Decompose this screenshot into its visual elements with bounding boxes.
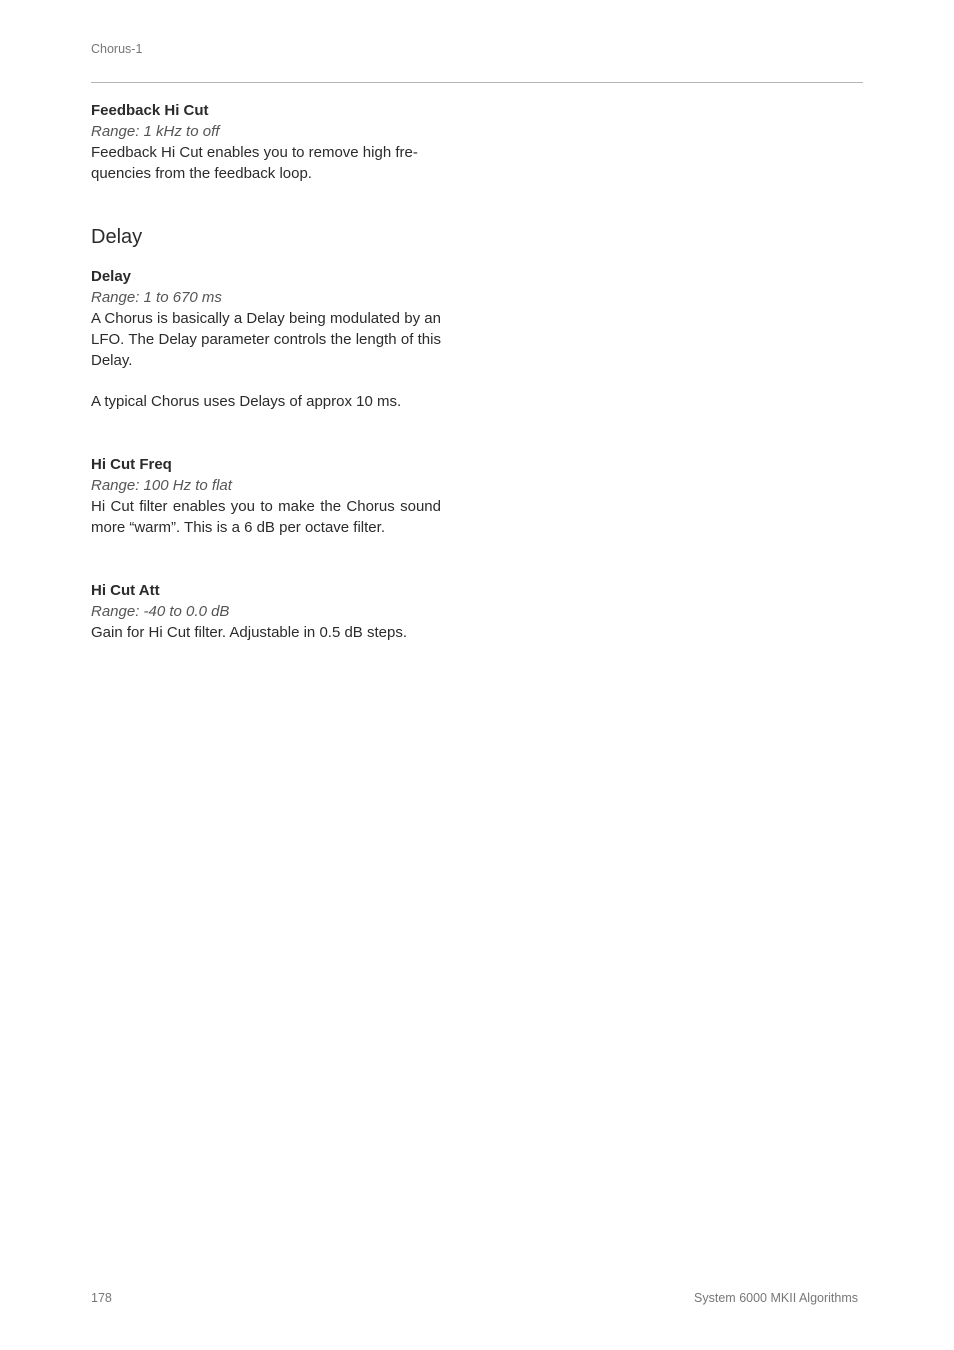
param-description: Hi Cut filter enables you to make the Chorus sound more “warm”. This is a 6 dB per octave filter. bbox=[91, 498, 441, 536]
param-hi-cut-att bbox=[91, 580, 441, 643]
param-range: Range: 1 to 670 ms bbox=[91, 289, 222, 306]
param-description: Gain for Hi Cut filter. Adjustable in 0.5 dB steps. bbox=[91, 624, 407, 641]
param-description-note: A typical Chorus uses Delays of approx 10 ms. bbox=[91, 393, 402, 410]
param-range: Range: -40 to 0.0 dB bbox=[91, 603, 230, 620]
page-number: 178 bbox=[91, 1291, 112, 1305]
param-name: Feedback Hi Cut bbox=[91, 102, 209, 119]
param-name: Hi Cut Att bbox=[91, 582, 160, 599]
param-hi-cut-freq bbox=[91, 454, 441, 538]
param-delay bbox=[91, 266, 441, 412]
running-header: Chorus-1 bbox=[91, 42, 143, 56]
param-feedback-hi-cut bbox=[91, 100, 441, 184]
param-range: Range: 1 kHz to off bbox=[91, 123, 220, 140]
section-title-delay: Delay bbox=[91, 226, 143, 248]
param-description: Feedback Hi Cut enables you to remove high fre- quencies from the feedback loop. bbox=[91, 144, 418, 182]
param-range: Range: 100 Hz to flat bbox=[91, 477, 232, 494]
main-column bbox=[91, 100, 441, 643]
footer-doc-title: System 6000 MKII Algorithms bbox=[694, 1291, 858, 1305]
param-name: Hi Cut Freq bbox=[91, 456, 172, 473]
param-description: A Chorus is basically a Delay being modulated by an LFO. The Delay parameter controls the length of this Delay. bbox=[91, 310, 441, 369]
param-name: Delay bbox=[91, 268, 132, 285]
header-divider bbox=[91, 82, 863, 83]
